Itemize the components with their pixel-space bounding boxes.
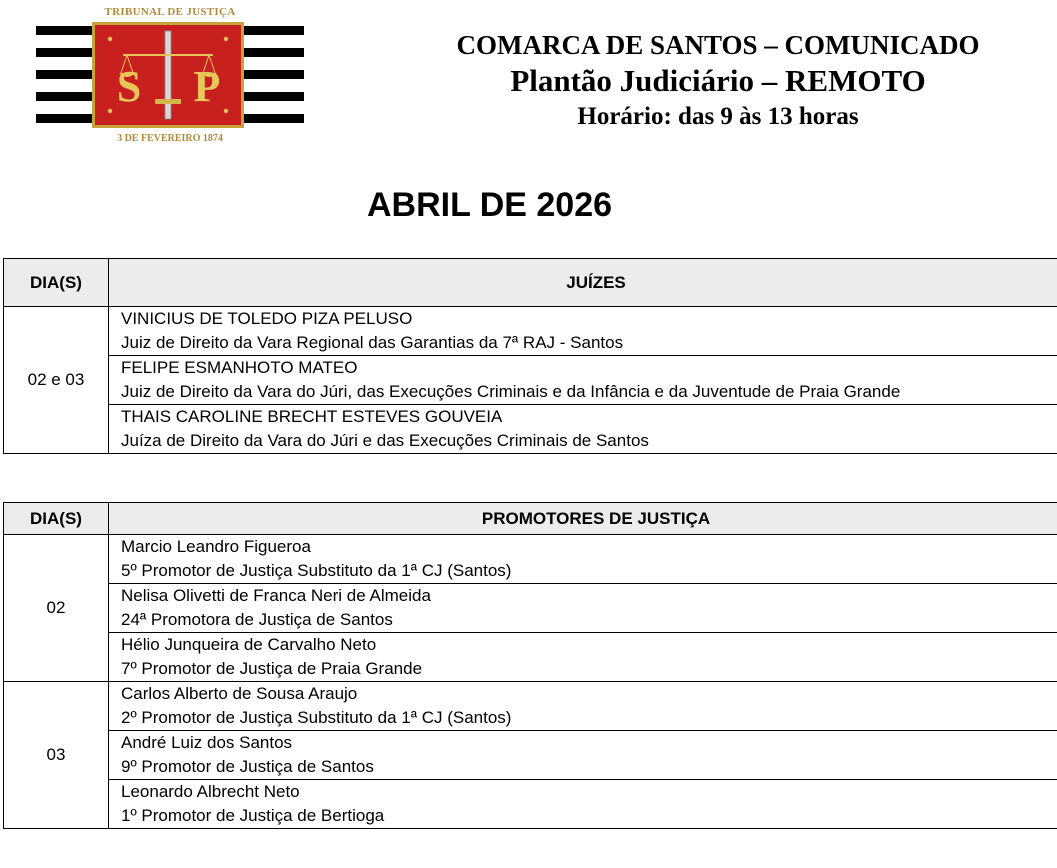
table-row: [4, 307, 1057, 356]
judge-role: Juiz de Direito da Vara Regional das Garantias da 7ª RAJ - Santos: [121, 333, 624, 352]
table-row: [4, 405, 1057, 454]
prosecutor-name: Nelisa Olivetti de Franca Neri de Almeida: [121, 586, 431, 605]
prosecutor-entry: [109, 535, 1057, 584]
table-row: [4, 584, 1057, 633]
judge-entry: [109, 307, 1057, 356]
prosecutor-name: Hélio Junqueira de Carvalho Neto: [121, 635, 377, 654]
table-header-row: [4, 503, 1057, 535]
table-row: [4, 535, 1057, 584]
judge-name: FELIPE ESMANHOTO MATEO: [121, 358, 358, 377]
judges-table: [3, 258, 1057, 454]
prosecutor-entry: [109, 682, 1057, 731]
logo-top-text: TRIBUNAL DE JUSTIÇA: [104, 6, 236, 18]
prosecutor-entry: [109, 780, 1057, 829]
prosecutor-role: 7º Promotor de Justiça de Praia Grande: [121, 659, 423, 678]
day-cell: 03: [4, 682, 109, 829]
logo-bottom-text: 3 DE FEVEREIRO 1874: [117, 133, 223, 144]
table-row: [4, 731, 1057, 780]
prosecutor-name: Leonardo Albrecht Neto: [121, 782, 300, 801]
header-plantao: Plantão Judiciário – REMOTO: [510, 63, 926, 98]
col-header-prosecutors: PROMOTORES DE JUSTIÇA: [109, 503, 1057, 535]
col-header-day: DIA(S): [4, 259, 109, 307]
header-comarca: COMARCA DE SANTOS – COMUNICADO: [456, 30, 980, 60]
prosecutors-table: [3, 502, 1057, 829]
prosecutor-role: 9º Promotor de Justiça de Santos: [121, 757, 374, 776]
prosecutor-entry: [109, 633, 1057, 682]
logo-letter-s: S: [116, 62, 142, 111]
table-row: [4, 682, 1057, 731]
header-horario: Horário: das 9 às 13 horas: [577, 103, 859, 130]
judge-role: Juíza de Direito da Vara do Júri e das Execuções Criminais de Santos: [121, 431, 649, 450]
tjsp-logo: [36, 6, 304, 146]
judge-name: THAIS CAROLINE BRECHT ESTEVES GOUVEIA: [121, 407, 503, 426]
prosecutor-role: 24ª Promotora de Justiça de Santos: [121, 610, 393, 629]
month-title: ABRIL DE 2026: [367, 186, 613, 224]
scales-of-justice-icon: [95, 25, 241, 125]
logo-shield: [92, 22, 244, 128]
prosecutor-name: André Luiz dos Santos: [121, 733, 293, 752]
day-cell: 02 e 03: [4, 307, 109, 454]
day-cell: 02: [4, 535, 109, 682]
judge-entry: [109, 405, 1057, 454]
judge-name: VINICIUS DE TOLEDO PIZA PELUSO: [121, 309, 413, 328]
logo-letter-p: P: [193, 62, 221, 111]
table-row: [4, 356, 1057, 405]
table-header-row: [4, 259, 1057, 307]
table-row: [4, 780, 1057, 829]
prosecutor-entry: [109, 584, 1057, 633]
table-row: [4, 633, 1057, 682]
page-header: [352, 28, 1057, 132]
col-header-judges: JUÍZES: [109, 259, 1057, 307]
judge-entry: [109, 356, 1057, 405]
prosecutor-role: 2º Promotor de Justiça Substituto da 1ª CJ (Santos): [121, 708, 512, 727]
prosecutor-role: 1º Promotor de Justiça de Bertioga: [121, 806, 385, 825]
col-header-day: DIA(S): [4, 503, 109, 535]
prosecutor-name: Carlos Alberto de Sousa Araujo: [121, 684, 358, 703]
prosecutor-role: 5º Promotor de Justiça Substituto da 1ª CJ (Santos): [121, 561, 512, 580]
judge-role: Juiz de Direito da Vara do Júri, das Execuções Criminais e da Infância e da Juventude de Praia Grande: [121, 382, 901, 401]
prosecutor-entry: [109, 731, 1057, 780]
prosecutor-name: Marcio Leandro Figueroa: [121, 537, 311, 556]
